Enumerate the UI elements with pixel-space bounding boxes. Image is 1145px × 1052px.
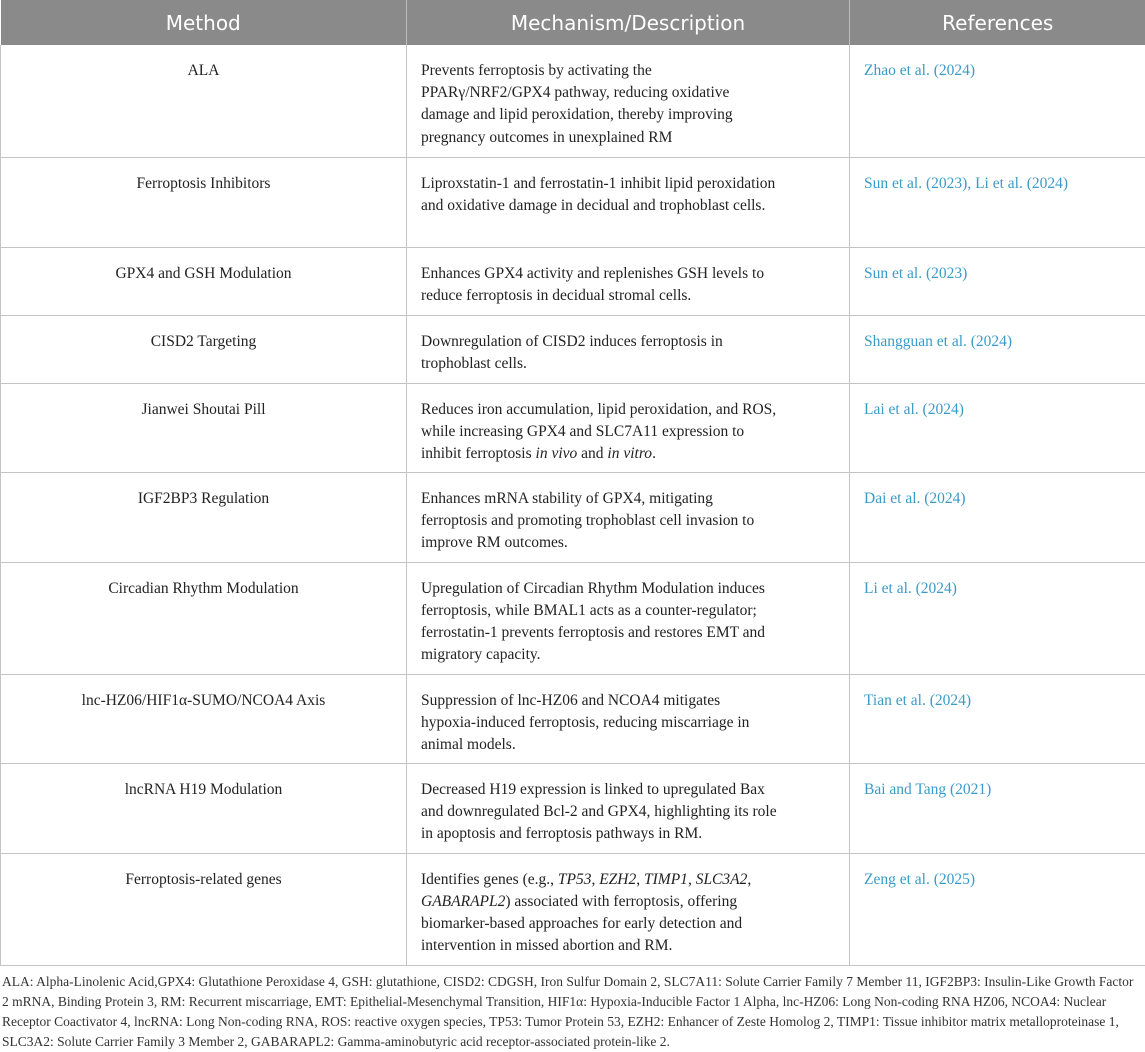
- table-row: [1, 247, 1145, 315]
- description-text: Reduces iron accumulation, lipid peroxidation, and ROS, while increasing GPX4 and SLC7A11 expression to inhibit ferroptosis: [421, 400, 777, 462]
- method-cell: Jianwei Shoutai Pill: [1, 383, 407, 472]
- reference-link[interactable]: Sun et al. (2023): [864, 264, 968, 282]
- description-text: .: [652, 444, 656, 462]
- references-cell: [850, 562, 1145, 674]
- reference-separator: ,: [967, 174, 976, 192]
- method-cell: Ferroptosis Inhibitors: [1, 157, 407, 247]
- table-row: [1, 157, 1145, 247]
- table-row: [1, 472, 1145, 562]
- italic-term: TIMP1: [644, 870, 688, 888]
- method-cell: Ferroptosis-related genes: [1, 853, 407, 965]
- italic-term: in vivo: [535, 444, 578, 462]
- header-method: Method: [1, 0, 407, 45]
- references-cell: [850, 383, 1145, 472]
- description-cell: Prevents ferroptosis by activating the PPARγ/NRF2/GPX4 pathway, reducing oxidative damage and lipid peroxidation, thereby improving pregnancy outcomes in unexplained RM: [407, 45, 850, 157]
- description-cell: Upregulation of Circadian Rhythm Modulation induces ferroptosis, while BMAL1 acts as a counter-regulator; ferrostatin-1 prevents ferroptosis and restores EMT and migratory capacity.: [407, 562, 850, 674]
- method-cell: ALA: [1, 45, 407, 157]
- reference-link[interactable]: Bai and Tang (2021): [864, 780, 992, 798]
- description-text: ,: [687, 870, 696, 888]
- references-cell: [850, 157, 1145, 247]
- reference-link[interactable]: Li et al. (2024): [864, 579, 957, 597]
- reference-link[interactable]: Shangguan et al. (2024): [864, 332, 1013, 350]
- description-text: ,: [747, 870, 752, 888]
- method-cell: Circadian Rhythm Modulation: [1, 562, 407, 674]
- description-text: ,: [591, 870, 600, 888]
- description-cell: Liproxstatin-1 and ferrostatin-1 inhibit lipid peroxidation and oxidative damage in decidual and trophoblast cells.: [407, 157, 850, 247]
- references-cell: [850, 315, 1145, 383]
- references-cell: [850, 472, 1145, 562]
- table-row: [1, 45, 1145, 157]
- description-cell: Decreased H19 expression is linked to upregulated Bax and downregulated Bcl-2 and GPX4, highlighting its role in apoptosis and ferroptosis pathways in RM.: [407, 763, 850, 853]
- header-mechanism: Mechanism/Description: [407, 0, 850, 45]
- table-row: [1, 853, 1145, 965]
- references-cell: [850, 853, 1145, 965]
- italic-term: in vitro: [607, 444, 653, 462]
- method-cell: lncRNA H19 Modulation: [1, 763, 407, 853]
- table-footnote: ALA: Alpha-Linolenic Acid,GPX4: Glutathione Peroxidase 4, GSH: glutathione, CISD2: CDGSH, Iron Sulfur Domain 2, SLC7A11: Solute Carrier Family 7 Member 11, IGF2BP3: Insulin-Like Growth Factor 2 mRNA, Binding Protein 3, RM: Recurrent miscarriage, EMT: Epithelial-Mesenchymal Transition, HIF1α: Hypoxia-Inducible Factor 1 Alpha, lnc-HZ06: Long Non-coding RNA HZ06, NCOA4: Nuclear Receptor Coactivator 4, lncRNA: Long Non-coding RNA, ROS: reactive oxygen species, TP53: Tumor Protein 53, EZH2: Enhancer of Zeste Homolog 2, TIMP1: Tissue inhibitor matrix metalloproteinase 1, SLC3A2: Solute Carrier Family 3 Member 2, GABARAPL2: Gamma-aminobutyric acid receptor-associated protein-like 2.: [2, 973, 1134, 1049]
- reference-link[interactable]: Sun et al. (2023): [864, 174, 968, 192]
- italic-term: EZH2: [599, 870, 637, 888]
- table-row: [1, 315, 1145, 383]
- description-text: ) associated with ferroptosis, offering biomarker-based approaches for early detection and intervention in missed abortion and RM.: [421, 892, 743, 955]
- italic-term: GABARAPL2: [421, 892, 506, 910]
- header-row: [1, 0, 1145, 45]
- table-header: [1, 0, 1145, 45]
- reference-link[interactable]: Lai et al. (2024): [864, 400, 964, 418]
- description-text: Identifies genes (e.g.,: [421, 870, 558, 888]
- reference-link[interactable]: Zhao et al. (2024): [864, 62, 976, 79]
- reference-link[interactable]: Dai et al. (2024): [864, 489, 966, 507]
- description-cell: [407, 853, 850, 965]
- description-cell: Enhances mRNA stability of GPX4, mitigating ferroptosis and promoting trophoblast cell invasion to improve RM outcomes.: [407, 472, 850, 562]
- description-text: and: [577, 444, 608, 462]
- method-cell: lnc-HZ06/HIF1α-SUMO/NCOA4 Axis: [1, 674, 407, 763]
- table-row: [1, 383, 1145, 472]
- header-references: References: [850, 0, 1145, 45]
- reference-link[interactable]: Tian et al. (2024): [864, 691, 972, 709]
- table-row: [1, 763, 1145, 853]
- italic-term: TP53: [557, 870, 592, 888]
- references-cell: [850, 674, 1145, 763]
- description-cell: Enhances GPX4 activity and replenishes GSH levels to reduce ferroptosis in decidual stromal cells.: [407, 247, 850, 315]
- method-cell: IGF2BP3 Regulation: [1, 472, 407, 562]
- description-cell: Suppression of lnc-HZ06 and NCOA4 mitigates hypoxia-induced ferroptosis, reducing miscarriage in animal models.: [407, 674, 850, 763]
- method-cell: GPX4 and GSH Modulation: [1, 247, 407, 315]
- references-cell: [850, 247, 1145, 315]
- method-cell: CISD2 Targeting: [1, 315, 407, 383]
- table-body: [1, 45, 1145, 965]
- description-cell: [407, 383, 850, 472]
- description-cell: Downregulation of CISD2 induces ferroptosis in trophoblast cells.: [407, 315, 850, 383]
- references-cell: [850, 45, 1145, 157]
- table-row: [1, 562, 1145, 674]
- description-text: ,: [636, 870, 645, 888]
- italic-term: SLC3A2: [695, 870, 748, 888]
- table-row: [1, 674, 1145, 763]
- references-cell: [850, 763, 1145, 853]
- reference-link[interactable]: Zeng et al. (2025): [864, 870, 976, 888]
- reference-link[interactable]: Li et al. (2024): [975, 174, 1069, 192]
